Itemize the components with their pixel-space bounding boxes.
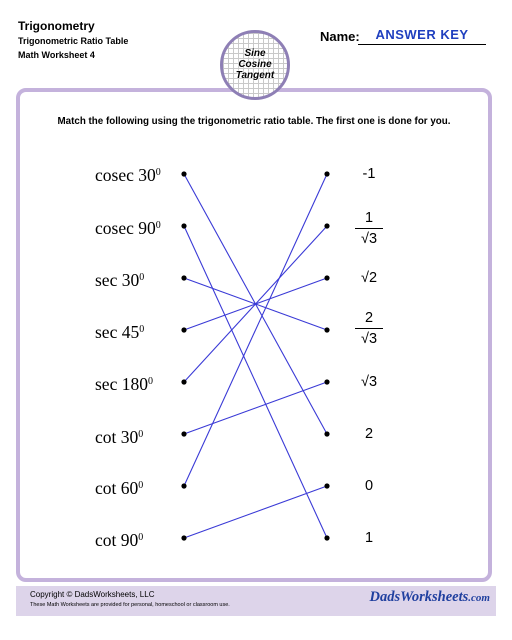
- site-logo-name: DadsWorksheets: [369, 589, 469, 605]
- left-item-func: cot 30: [95, 427, 139, 447]
- right-match-dot[interactable]: [324, 379, 329, 384]
- name-label: Name:: [320, 29, 360, 44]
- worksheet-subtitle: Trigonometric Ratio Table: [18, 36, 129, 46]
- footer: [16, 586, 496, 616]
- degree-superscript: 0: [138, 429, 144, 440]
- fraction-denominator: √3: [360, 231, 378, 247]
- fraction-numerator: 1: [364, 210, 374, 226]
- left-match-dot[interactable]: [181, 535, 186, 540]
- worksheet-title: Trigonometry: [18, 19, 95, 33]
- left-match-dot[interactable]: [181, 327, 186, 332]
- fraction-numerator: 2: [364, 310, 374, 326]
- left-match-dot[interactable]: [181, 171, 186, 176]
- left-match-dot[interactable]: [181, 223, 186, 228]
- degree-superscript: 0: [139, 272, 145, 283]
- site-logo[interactable]: [369, 589, 490, 606]
- worksheet-number: Math Worksheet 4: [18, 50, 95, 60]
- right-item: -1: [362, 166, 376, 182]
- copyright-text: Copyright © DadsWorksheets, LLC: [30, 590, 155, 599]
- fraction-denominator: √3: [360, 331, 378, 347]
- degree-superscript: 0: [155, 220, 161, 231]
- left-item-func: sec 45: [95, 322, 140, 342]
- right-item: 2: [364, 426, 374, 442]
- left-match-dot[interactable]: [181, 379, 186, 384]
- match-line: [184, 226, 327, 382]
- name-field[interactable]: ANSWER KEY: [358, 27, 486, 45]
- degree-superscript: 0: [147, 376, 153, 387]
- logo-word-cosine: Cosine: [238, 59, 272, 70]
- degree-superscript: 0: [155, 167, 161, 178]
- right-item: 0: [364, 478, 374, 494]
- logo-word-tangent: Tangent: [235, 70, 275, 81]
- degree-superscript: 0: [138, 480, 144, 491]
- match-line: [184, 226, 327, 538]
- right-match-dot[interactable]: [324, 223, 329, 228]
- usage-note: These Math Worksheets are provided for personal, homeschool or classroom use.: [30, 602, 230, 608]
- left-match-dot[interactable]: [181, 431, 186, 436]
- match-line: [184, 174, 327, 486]
- left-item-func: cot 90: [95, 530, 139, 550]
- right-item: 1: [364, 530, 374, 546]
- degree-superscript: 0: [138, 532, 144, 543]
- degree-superscript: 0: [139, 324, 145, 335]
- instructions: Match the following using the trigonometric ratio table. The first one is done for you.: [57, 116, 451, 127]
- left-item-func: sec 180: [95, 374, 148, 394]
- site-logo-suffix: .com: [468, 592, 490, 604]
- right-match-dot[interactable]: [324, 171, 329, 176]
- right-match-dot[interactable]: [324, 275, 329, 280]
- match-line: [184, 486, 327, 538]
- right-match-dot[interactable]: [324, 535, 329, 540]
- right-match-dot[interactable]: [324, 327, 329, 332]
- left-match-dot[interactable]: [181, 275, 186, 280]
- logo-word-sine: Sine: [244, 48, 266, 59]
- left-match-dot[interactable]: [181, 483, 186, 488]
- left-item-func: cot 60: [95, 478, 139, 498]
- right-match-dot[interactable]: [324, 483, 329, 488]
- right-match-dot[interactable]: [324, 431, 329, 436]
- left-item-func: cosec 90: [95, 218, 156, 238]
- left-item-func: cosec 30: [95, 165, 156, 185]
- right-item: √3: [360, 374, 378, 390]
- right-item: √2: [360, 270, 378, 286]
- left-item-func: sec 30: [95, 270, 140, 290]
- match-line: [184, 382, 327, 434]
- trig-logo: [220, 30, 290, 100]
